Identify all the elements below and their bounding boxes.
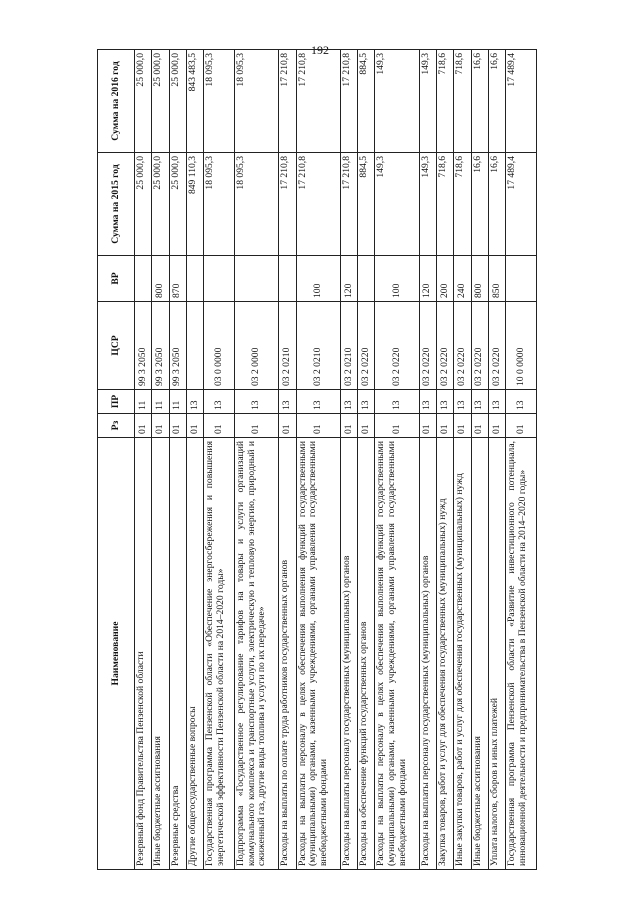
cell-csr: 03 2 0000 xyxy=(234,302,278,390)
cell-sum-2016: 843 483,5 xyxy=(186,50,203,153)
cell-sum-2015: 25 000,0 xyxy=(152,153,169,256)
cell-sum-2015: 718,6 xyxy=(454,153,471,256)
cell-name: Государственная программа Пензенской области «Развитие инвестиционного потенциала, инновационной деятельности и предпринимательства в Пензенской области на 2014–2020 годы» xyxy=(506,438,537,870)
cell-sum-2016: 884,5 xyxy=(358,50,375,153)
header-pr: ПР xyxy=(98,390,135,414)
cell-sum-2015: 149,3 xyxy=(419,153,436,256)
table-row xyxy=(186,50,203,870)
cell-vr: 200 xyxy=(436,256,453,302)
cell-rz: 01 xyxy=(454,414,471,438)
cell-name: Иные бюджетные ассигнования xyxy=(471,438,488,870)
cell-sum-2015: 16,6 xyxy=(488,153,505,256)
cell-vr: 100 xyxy=(375,256,419,302)
rotated-table-container xyxy=(97,50,537,870)
cell-pr: 11 xyxy=(135,390,152,414)
cell-vr: 240 xyxy=(454,256,471,302)
cell-sum-2016: 25 000,0 xyxy=(169,50,186,153)
cell-vr: 800 xyxy=(471,256,488,302)
cell-sum-2015: 25 000,0 xyxy=(135,153,152,256)
cell-pr: 13 xyxy=(471,390,488,414)
header-rz: Рз xyxy=(98,414,135,438)
cell-rz: 01 xyxy=(436,414,453,438)
cell-rz: 01 xyxy=(296,414,340,438)
cell-rz: 01 xyxy=(152,414,169,438)
cell-vr xyxy=(186,256,203,302)
cell-csr: 03 2 0210 xyxy=(340,302,357,390)
table-row xyxy=(296,50,340,870)
cell-rz: 01 xyxy=(375,414,419,438)
cell-pr: 13 xyxy=(488,390,505,414)
cell-sum-2016: 17 210,8 xyxy=(340,50,357,153)
cell-sum-2016: 17 210,8 xyxy=(296,50,340,153)
cell-sum-2016: 18 095,3 xyxy=(204,50,235,153)
cell-sum-2015: 25 000,0 xyxy=(169,153,186,256)
cell-pr: 13 xyxy=(204,390,235,414)
budget-table xyxy=(97,49,537,870)
cell-sum-2015: 18 095,3 xyxy=(234,153,278,256)
cell-name: Иные закупки товаров, работ и услуг для обеспечения государственных (муниципальных) нужд xyxy=(454,438,471,870)
cell-rz: 01 xyxy=(279,414,296,438)
table-row xyxy=(375,50,419,870)
cell-pr: 13 xyxy=(454,390,471,414)
cell-sum-2015: 884,5 xyxy=(358,153,375,256)
cell-csr: 03 0 0000 xyxy=(204,302,235,390)
cell-csr: 99 3 2050 xyxy=(169,302,186,390)
cell-rz: 01 xyxy=(234,414,278,438)
table-row xyxy=(234,50,278,870)
cell-pr: 13 xyxy=(436,390,453,414)
cell-csr: 99 3 2050 xyxy=(152,302,169,390)
table-row xyxy=(419,50,436,870)
cell-vr: 100 xyxy=(296,256,340,302)
cell-rz: 01 xyxy=(506,414,537,438)
table-row xyxy=(340,50,357,870)
cell-sum-2015: 17 210,8 xyxy=(296,153,340,256)
cell-name: Другие общегосударственные вопросы xyxy=(186,438,203,870)
cell-pr: 13 xyxy=(340,390,357,414)
cell-sum-2016: 16,6 xyxy=(488,50,505,153)
cell-name: Расходы на выплаты по оплате труда работников государственных органов xyxy=(279,438,296,870)
cell-csr: 10 0 0000 xyxy=(506,302,537,390)
cell-name: Расходы на выплаты персоналу государственных (муниципальных) органов xyxy=(419,438,436,870)
table-row xyxy=(488,50,505,870)
cell-csr: 03 2 0220 xyxy=(375,302,419,390)
cell-csr: 03 2 0220 xyxy=(419,302,436,390)
cell-sum-2016: 17 210,8 xyxy=(279,50,296,153)
cell-sum-2015: 16,6 xyxy=(471,153,488,256)
cell-vr xyxy=(506,256,537,302)
cell-sum-2015: 849 110,3 xyxy=(186,153,203,256)
header-sum-2016: Сумма на 2016 год xyxy=(98,50,135,153)
cell-sum-2015: 17 210,8 xyxy=(340,153,357,256)
cell-sum-2016: 718,6 xyxy=(436,50,453,153)
cell-rz: 01 xyxy=(419,414,436,438)
cell-name: Расходы на обеспечение функций государственных органов xyxy=(358,438,375,870)
cell-csr: 03 2 0220 xyxy=(358,302,375,390)
cell-csr: 03 2 0220 xyxy=(471,302,488,390)
cell-pr: 13 xyxy=(186,390,203,414)
cell-rz: 01 xyxy=(186,414,203,438)
cell-sum-2016: 149,3 xyxy=(419,50,436,153)
cell-sum-2015: 18 095,3 xyxy=(204,153,235,256)
cell-rz: 01 xyxy=(340,414,357,438)
table-row xyxy=(279,50,296,870)
cell-name: Расходы на выплаты персоналу государственных (муниципальных) органов xyxy=(340,438,357,870)
cell-csr: 03 2 0210 xyxy=(296,302,340,390)
cell-name: Уплата налогов, сборов и иных платежей xyxy=(488,438,505,870)
cell-sum-2015: 149,3 xyxy=(375,153,419,256)
cell-name: Резервный фонд Правительства Пензенской области xyxy=(135,438,152,870)
table-row xyxy=(152,50,169,870)
cell-sum-2016: 149,3 xyxy=(375,50,419,153)
cell-sum-2016: 25 000,0 xyxy=(152,50,169,153)
cell-pr: 13 xyxy=(296,390,340,414)
cell-sum-2016: 25 000,0 xyxy=(135,50,152,153)
cell-csr: 03 2 0220 xyxy=(436,302,453,390)
cell-vr: 800 xyxy=(152,256,169,302)
cell-rz: 01 xyxy=(488,414,505,438)
cell-name: Резервные средства xyxy=(169,438,186,870)
cell-name: Расходы на выплаты персоналу в целях обеспечения выполнения функций государственными (муниципальными) органами, казенными учреждениями, органами управления государственными внебюджетными фондами xyxy=(296,438,340,870)
cell-pr: 13 xyxy=(375,390,419,414)
cell-vr: 870 xyxy=(169,256,186,302)
table-row xyxy=(506,50,537,870)
cell-vr xyxy=(279,256,296,302)
cell-sum-2015: 17 210,8 xyxy=(279,153,296,256)
table-row xyxy=(436,50,453,870)
table-row xyxy=(454,50,471,870)
header-csr: ЦСР xyxy=(98,302,135,390)
cell-pr: 13 xyxy=(234,390,278,414)
table-row xyxy=(135,50,152,870)
cell-csr: 03 2 0220 xyxy=(454,302,471,390)
table-row xyxy=(471,50,488,870)
cell-vr xyxy=(135,256,152,302)
cell-sum-2016: 718,6 xyxy=(454,50,471,153)
table-row xyxy=(169,50,186,870)
cell-rz: 01 xyxy=(135,414,152,438)
header-name: Наименование xyxy=(98,438,135,870)
cell-rz: 01 xyxy=(204,414,235,438)
cell-sum-2015: 17 489,4 xyxy=(506,153,537,256)
cell-pr: 13 xyxy=(358,390,375,414)
cell-vr xyxy=(234,256,278,302)
cell-pr: 11 xyxy=(169,390,186,414)
cell-name: Закупка товаров, работ и услуг для обеспечения государственных (муниципальных) нужд xyxy=(436,438,453,870)
cell-sum-2015: 718,6 xyxy=(436,153,453,256)
cell-vr: 850 xyxy=(488,256,505,302)
cell-sum-2016: 17 489,4 xyxy=(506,50,537,153)
cell-vr: 120 xyxy=(419,256,436,302)
table-row xyxy=(204,50,235,870)
cell-vr: 120 xyxy=(340,256,357,302)
cell-name: Расходы на выплаты персоналу в целях обеспечения выполнения функций государственными (муниципальными) органами, казенными учреждениями, органами управления государственными внебюджетными фондами xyxy=(375,438,419,870)
cell-pr: 13 xyxy=(279,390,296,414)
cell-name: Иные бюджетные ассигнования xyxy=(152,438,169,870)
cell-sum-2016: 18 095,3 xyxy=(234,50,278,153)
cell-csr: 99 3 2050 xyxy=(135,302,152,390)
table-row xyxy=(358,50,375,870)
page-number: 192 xyxy=(311,43,329,57)
cell-pr: 13 xyxy=(506,390,537,414)
cell-name: Подпрограмма «Государственное регулирование тарифов на товары и услуги организаций коммунального комплекса и транспортные услуги, электрическую и тепловую энергию, природный и сжиженный газ, другие виды топлива и услуги по их передаче» xyxy=(234,438,278,870)
cell-vr xyxy=(358,256,375,302)
table-header-row xyxy=(98,50,135,870)
table-body xyxy=(135,50,537,870)
cell-csr xyxy=(186,302,203,390)
cell-pr: 13 xyxy=(419,390,436,414)
header-sum-2015: Сумма на 2015 год xyxy=(98,153,135,256)
cell-rz: 01 xyxy=(358,414,375,438)
cell-vr xyxy=(204,256,235,302)
header-vr: ВР xyxy=(98,256,135,302)
cell-rz: 01 xyxy=(471,414,488,438)
cell-rz: 01 xyxy=(169,414,186,438)
cell-csr: 03 2 0210 xyxy=(279,302,296,390)
cell-name: Государственная программа Пензенской области «Обеспечение энергосбережения и повышения энергетической эффективности Пензенской области на 2014–2020 годы» xyxy=(204,438,235,870)
cell-pr: 11 xyxy=(152,390,169,414)
cell-sum-2016: 16,6 xyxy=(471,50,488,153)
cell-csr: 03 2 0220 xyxy=(488,302,505,390)
